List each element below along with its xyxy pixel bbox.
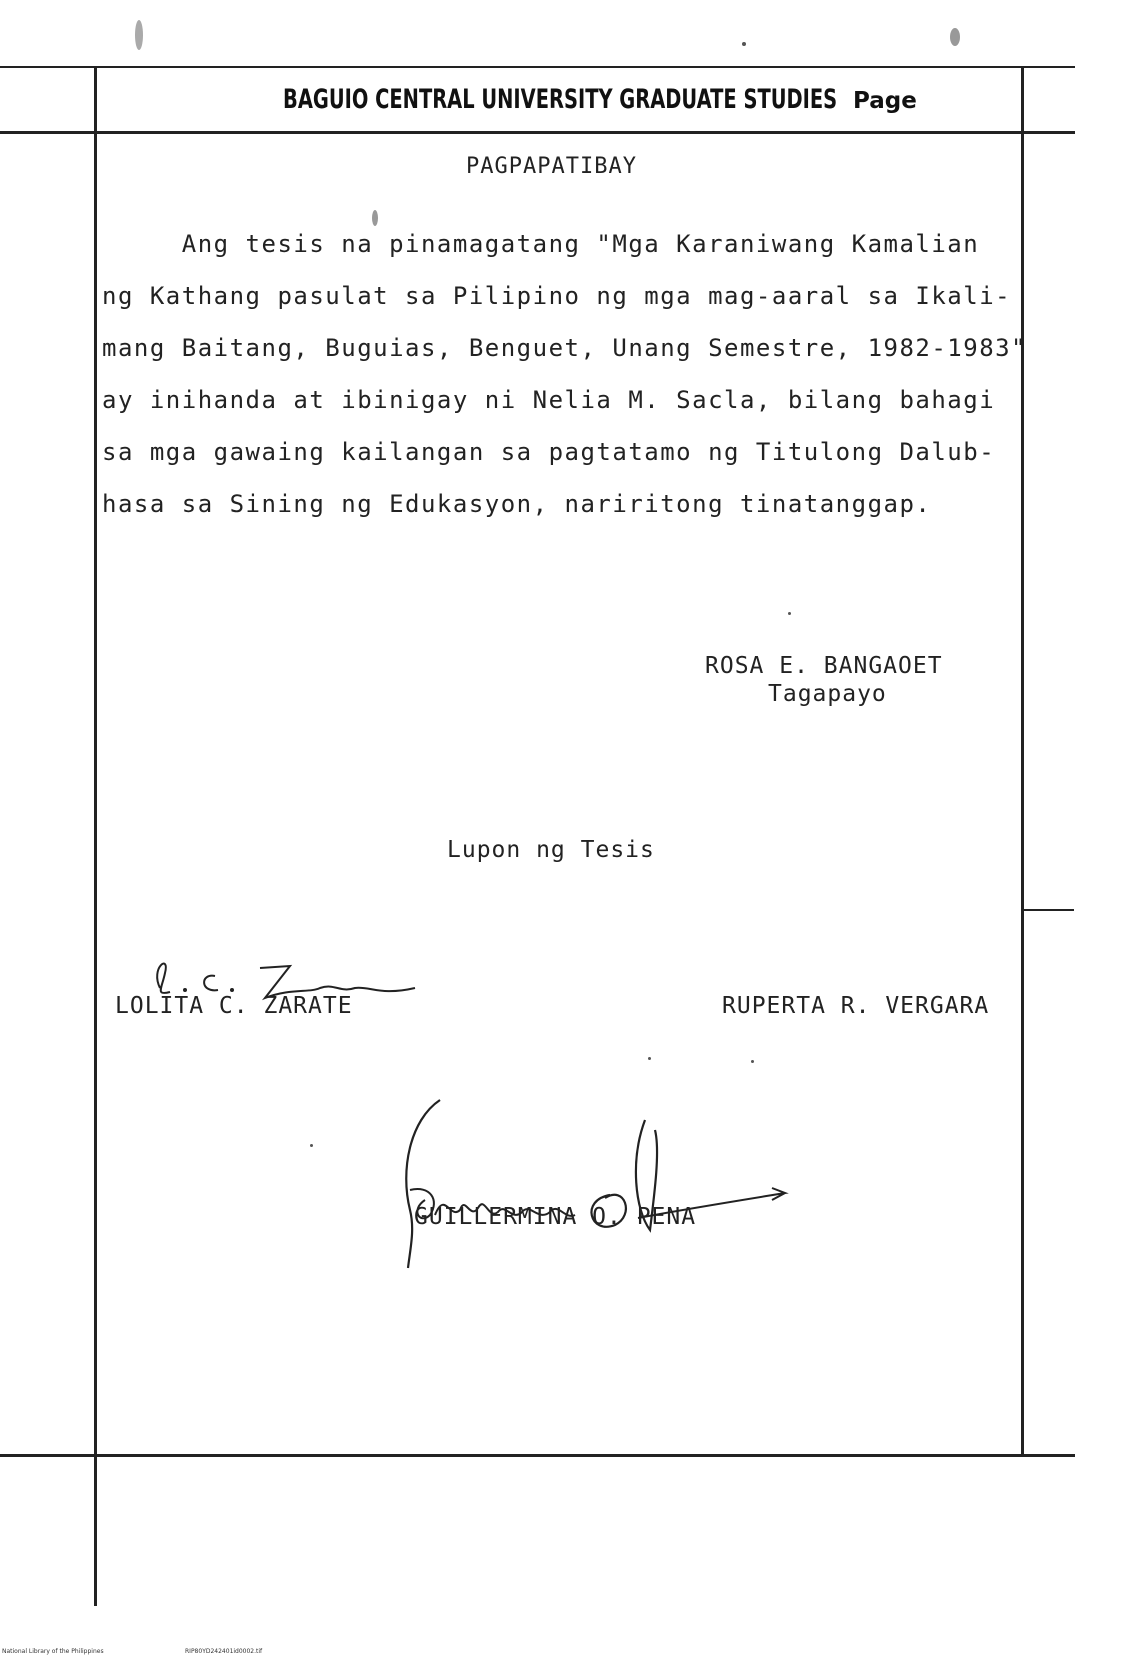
header-title: BAGUIO CENTRAL UNIVERSITY GRADUATE STUDIES (283, 84, 838, 115)
header-page-label: Page (853, 88, 917, 114)
scan-speck (135, 20, 143, 50)
panel-heading: Lupon ng Tesis (447, 837, 655, 863)
bottom-rule (0, 1454, 1075, 1457)
scan-speck (788, 612, 791, 615)
scan-speck (751, 1060, 754, 1063)
body-line: ay inihanda at ibinigay ni Nelia M. Sacla, bilang bahagi (102, 386, 996, 414)
body-line: mang Baitang, Buguias, Benguet, Unang Semestre, 1982-1983" (102, 334, 1028, 362)
header-top-rule (0, 66, 1075, 68)
body-line: sa mga gawaing kailangan sa pagtatamo ng Titulong Dalub- (102, 438, 996, 466)
scan-speck (742, 42, 746, 46)
scan-speck (310, 1144, 313, 1147)
body-line: Ang tesis na pinamagatang "Mga Karaniwang Kamalian (102, 230, 980, 258)
adviser-name: ROSA E. BANGAOET (705, 653, 943, 679)
scan-speck (950, 28, 960, 46)
panel-member-name: LOLITA C. ZARATE (115, 993, 353, 1019)
scan-speck (648, 1057, 651, 1060)
document-heading: PAGPAPATIBAY (466, 154, 637, 179)
footer-filename: RIP80YD242401id0002.tif (185, 1648, 263, 1655)
panel-member-name: GUILLERMINA O. PENA (414, 1204, 697, 1230)
footer-source: National Library of the Philippines (2, 1648, 104, 1655)
header-bottom-rule (0, 131, 1075, 134)
left-margin-rule (94, 66, 97, 1606)
scan-speck (372, 210, 378, 226)
panel-member-name: RUPERTA R. VERGARA (722, 993, 990, 1019)
adviser-role: Tagapayo (768, 681, 887, 707)
body-line: hasa sa Sining ng Edukasyon, nariritong tinatanggap. (102, 490, 932, 518)
body-line: ng Kathang pasulat sa Pilipino ng mga mag-aaral sa Ikali- (102, 282, 1012, 310)
right-margin-rule (1021, 66, 1024, 1456)
right-tick-rule (1024, 909, 1074, 911)
pena-signature (400, 1090, 800, 1270)
